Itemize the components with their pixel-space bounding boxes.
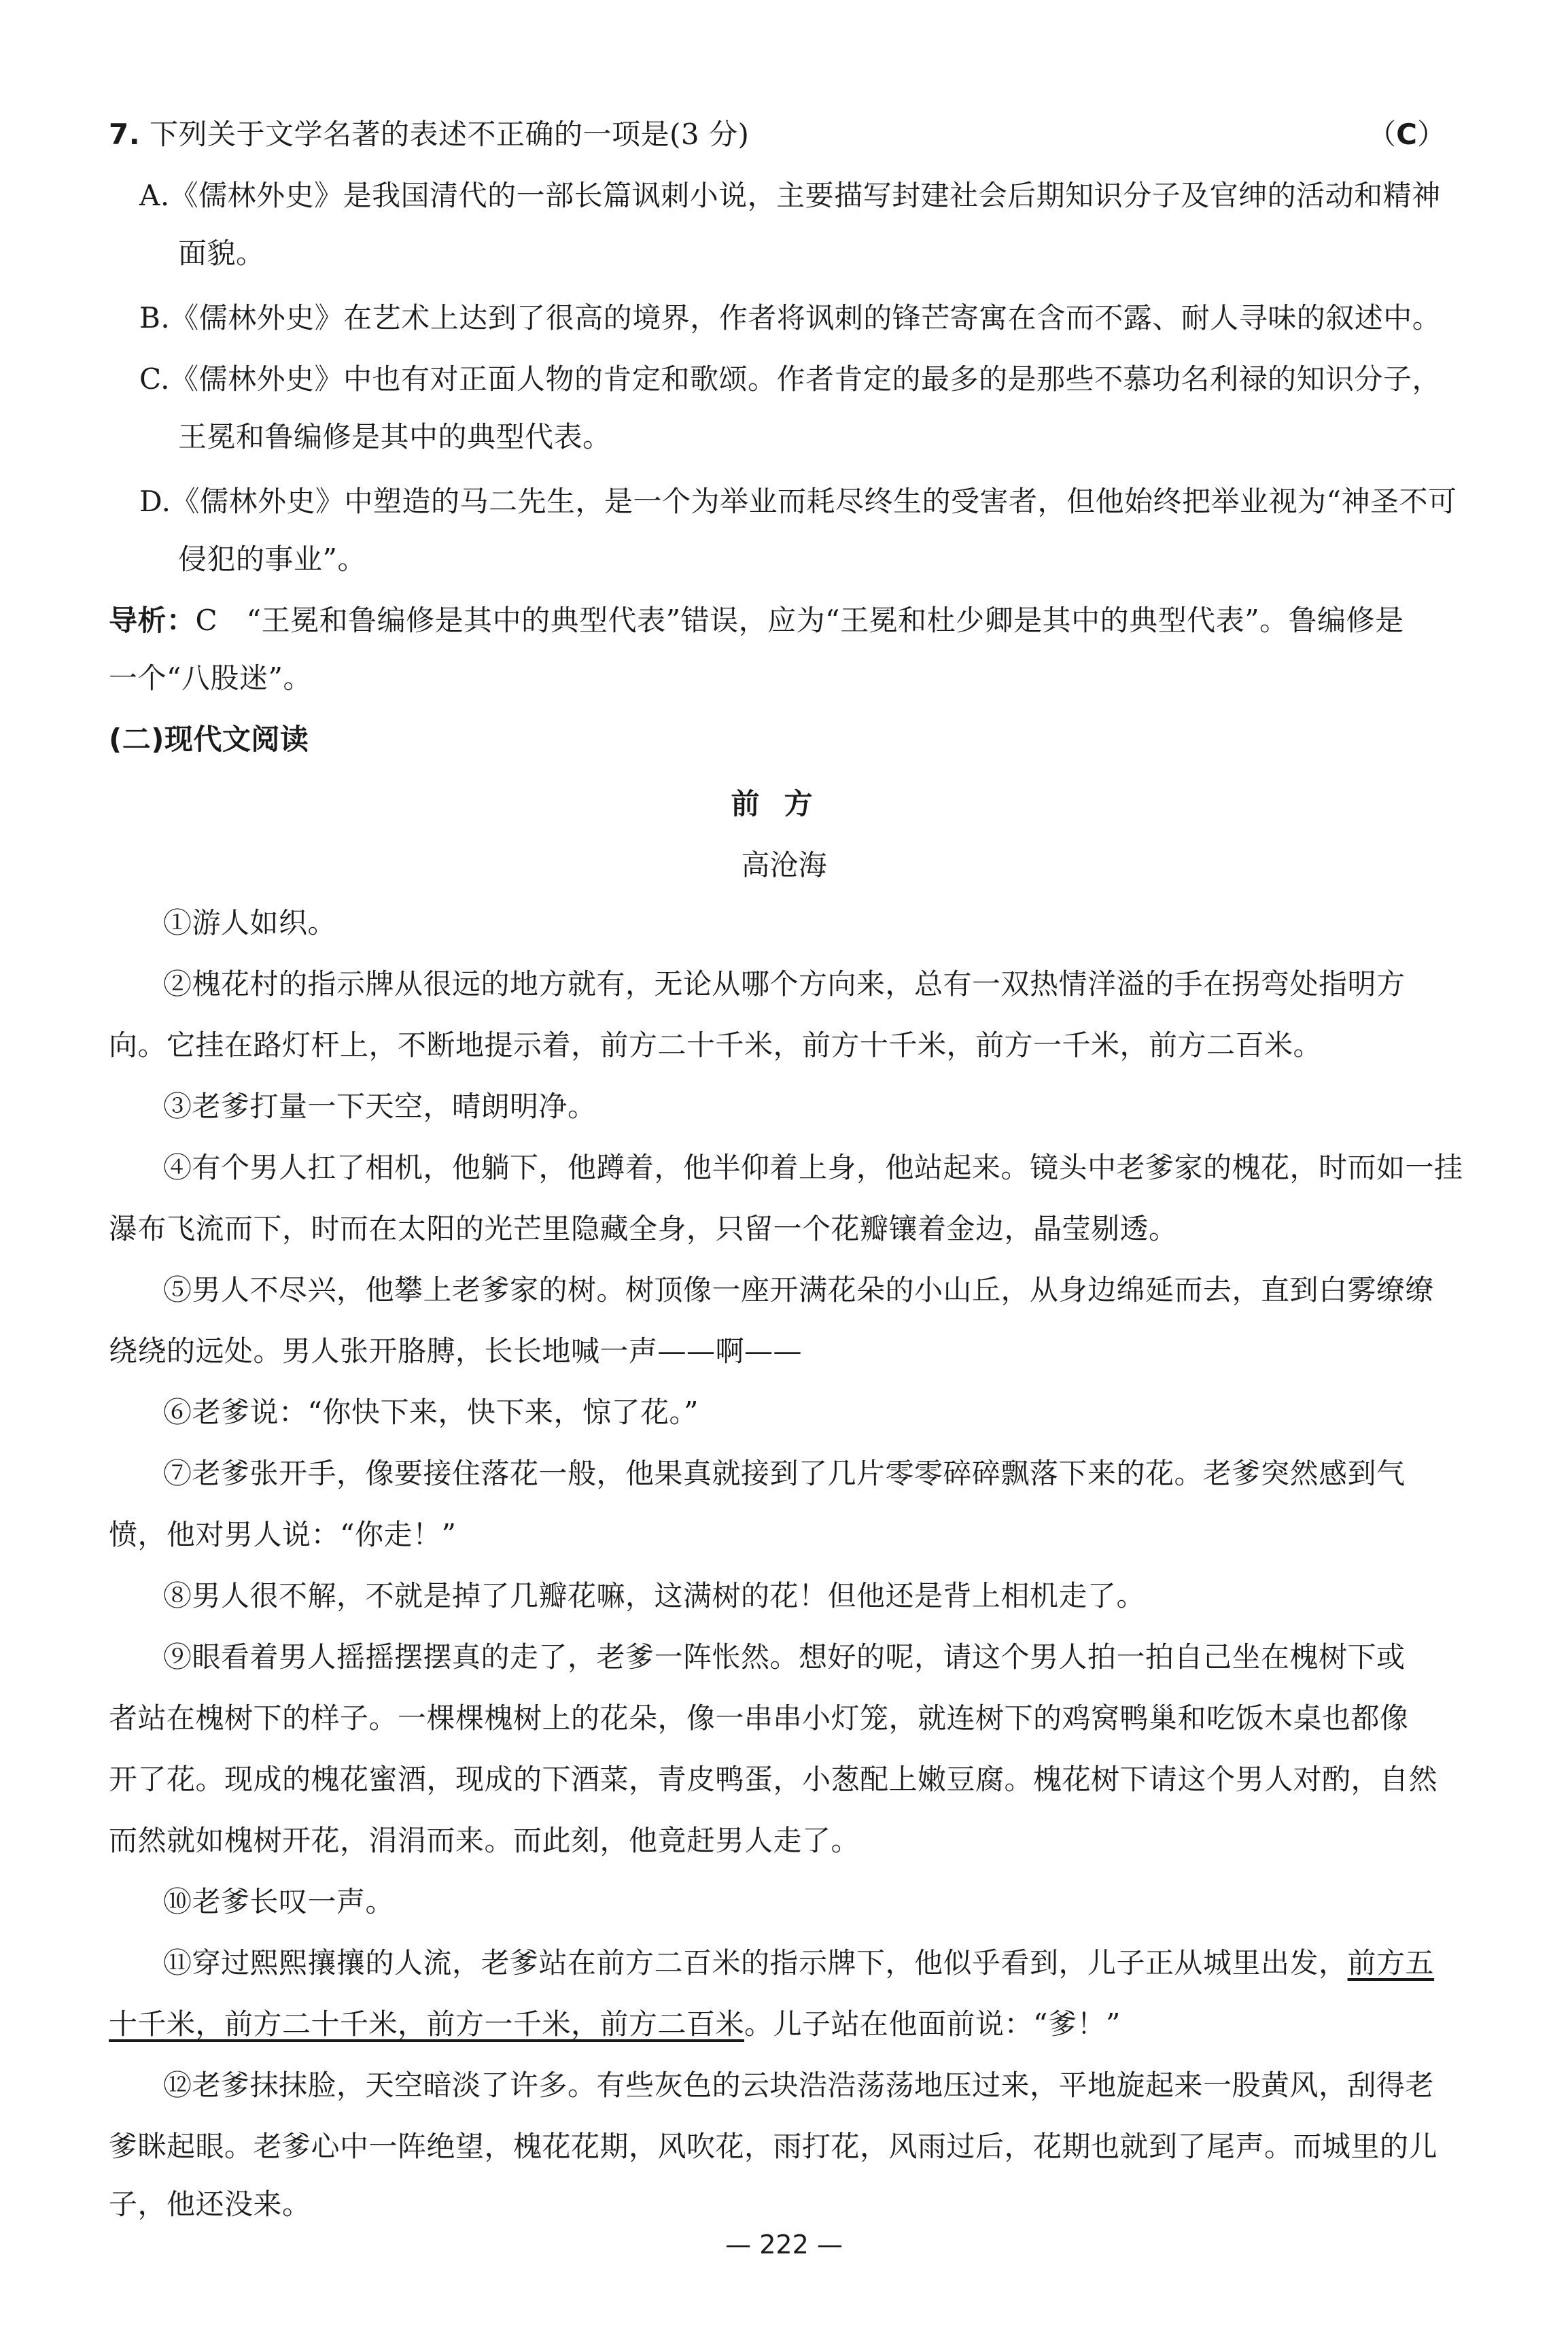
section-heading: (二)现代文阅读 (109, 723, 309, 756)
analysis-line-2: 一个“八股迷”。 (109, 661, 312, 695)
paragraph-9-line-2: 者站在槐树下的样子。一棵棵槐树上的花朵，像一串串小灯笼，就连树下的鸡窝鸭巢和吃饭木桌也都像 (109, 1701, 1409, 1735)
page-number: — 222 — (725, 2230, 843, 2260)
article-author: 高沧海 (741, 848, 827, 882)
paragraph-12-line-3: 子，他还没来。 (109, 2187, 311, 2221)
underlined-phrase-start: 前方五 (1347, 1946, 1435, 1979)
paragraph-1: ①游人如织。 (163, 906, 337, 939)
analysis-line-1 (109, 602, 1404, 640)
paragraph-7-line-2: 愤，他对男人说：“你走！” (109, 1518, 457, 1551)
option-d-line-2: 侵犯的事业”。 (178, 542, 366, 576)
paragraph-9-line-4: 而然就如槐树开花，涓涓而来。而此刻，他竟赶男人走了。 (109, 1824, 860, 1857)
paragraph-5-line-2: 绕绕的远处。男人张开胳膊，长长地喊一声——啊—— (109, 1334, 803, 1368)
option-c-line-1: C.《儒林外史》中也有对正面人物的肯定和歌颂。作者肯定的最多的是那些不慕功名利禄的知识分子， (139, 362, 1441, 396)
paragraph-11-text: ⑪穿过熙熙攘攘的人流，老爹站在前方二百米的指示牌下，他似乎看到，儿子正从城里出发， (163, 1946, 1348, 1979)
paragraph-7-line-1: ⑦老爹张开手，像要接住落花一般，他果真就接到了几片零零碎碎飘落下来的花。老爹突然感到气 (163, 1457, 1406, 1490)
paragraph-12-line-1: ⑫老爹抹抹脸，天空暗淡了许多。有些灰色的云块浩浩荡荡地压过来，平地旋起来一股黄风，刮得老 (163, 2069, 1435, 2102)
analysis-label: 导析： (109, 604, 196, 637)
option-d-line-1: D.《儒林外史》中塑造的马二先生，是一个为举业而耗尽终生的受害者，但他始终把举业视为“神圣不可 (139, 485, 1457, 518)
question-text: 下列关于文学名著的表述不正确的一项是(3 分) (150, 118, 750, 151)
paragraph-2-line-1: ②槐花村的指示牌从很远的地方就有，无论从哪个方向来，总有一双热情洋溢的手在拐弯处指明方 (163, 967, 1406, 1001)
paragraph-5-line-1: ⑤男人不尽兴，他攀上老爹家的树。树顶像一座开满花朵的小山丘，从身边绵延而去，直到白雾缭缭 (163, 1273, 1435, 1307)
analysis-text: C “王冕和鲁编修是其中的典型代表”错误，应为“王冕和杜少卿是其中的典型代表”。鲁编修是 (195, 604, 1404, 637)
option-a-line-1: A.《儒林外史》是我国清代的一部长篇讽刺小说，主要描写封建社会后期知识分子及官绅的活动和精神 (139, 179, 1441, 212)
underlined-phrase-end: 十千米，前方二十千米，前方一千米，前方二百米 (109, 2007, 745, 2041)
option-a-line-2: 面貌。 (178, 237, 265, 270)
paragraph-3: ③老爹打量一下天空，晴朗明净。 (163, 1090, 597, 1123)
paragraph-11-tail: 。儿子站在他面前说：“爹！” (744, 2007, 1121, 2041)
paragraph-12-line-2: 爹眯起眼。老爹心中一阵绝望，槐花花期，风吹花，雨打花，风雨过后，花期也就到了尾声。而城里的儿 (109, 2130, 1438, 2163)
paragraph-11-line-1 (163, 1944, 1434, 1982)
paragraph-2-line-2: 向。它挂在路灯杆上，不断地提示着，前方二十千米，前方十千米，前方一千米，前方二百米。 (109, 1028, 1323, 1062)
option-b-line-1: B.《儒林外史》在艺术上达到了很高的境界，作者将讽刺的锋芒寄寓在含而不露、耐人寻味的叙述中。 (139, 301, 1442, 334)
paragraph-4-line-1: ④有个男人扛了相机，他躺下，他蹲着，他半仰着上身，他站起来。镜头中老爹家的槐花，时而如一挂 (163, 1151, 1463, 1184)
paragraph-8: ⑧男人很不解，不就是掉了几瓣花嘛，这满树的花！但他还是背上相机走了。 (163, 1579, 1146, 1612)
option-c-line-2: 王冕和鲁编修是其中的典型代表。 (178, 420, 612, 453)
answer-bracket (1367, 116, 1446, 154)
question-stem (109, 116, 749, 154)
article-title: 前方 (731, 787, 837, 820)
question-number: 7. (109, 118, 141, 151)
paragraph-4-line-2: 瀑布飞流而下，时而在太阳的光芒里隐藏全身，只留一个花瓣镶着金边，晶莹剔透。 (109, 1212, 1178, 1245)
paragraph-9-line-1: ⑨眼看着男人摇摇摆摆真的走了，老爹一阵怅然。想好的呢，请这个男人拍一拍自己坐在槐树下或 (163, 1640, 1406, 1674)
answer-open-paren: （ (1367, 118, 1397, 151)
paragraph-11-line-2 (109, 2005, 1121, 2043)
answer-letter: C (1396, 118, 1417, 151)
paragraph-6: ⑥老爹说：“你快下来，快下来，惊了花。” (163, 1396, 699, 1429)
answer-close-paren: ） (1416, 118, 1446, 151)
paragraph-10: ⑩老爹长叹一声。 (163, 1885, 395, 1918)
paragraph-9-line-3: 开了花。现成的槐花蜜酒，现成的下酒菜，青皮鸭蛋，小葱配上嫩豆腐。槐花树下请这个男人对酌，自然 (109, 1763, 1438, 1796)
